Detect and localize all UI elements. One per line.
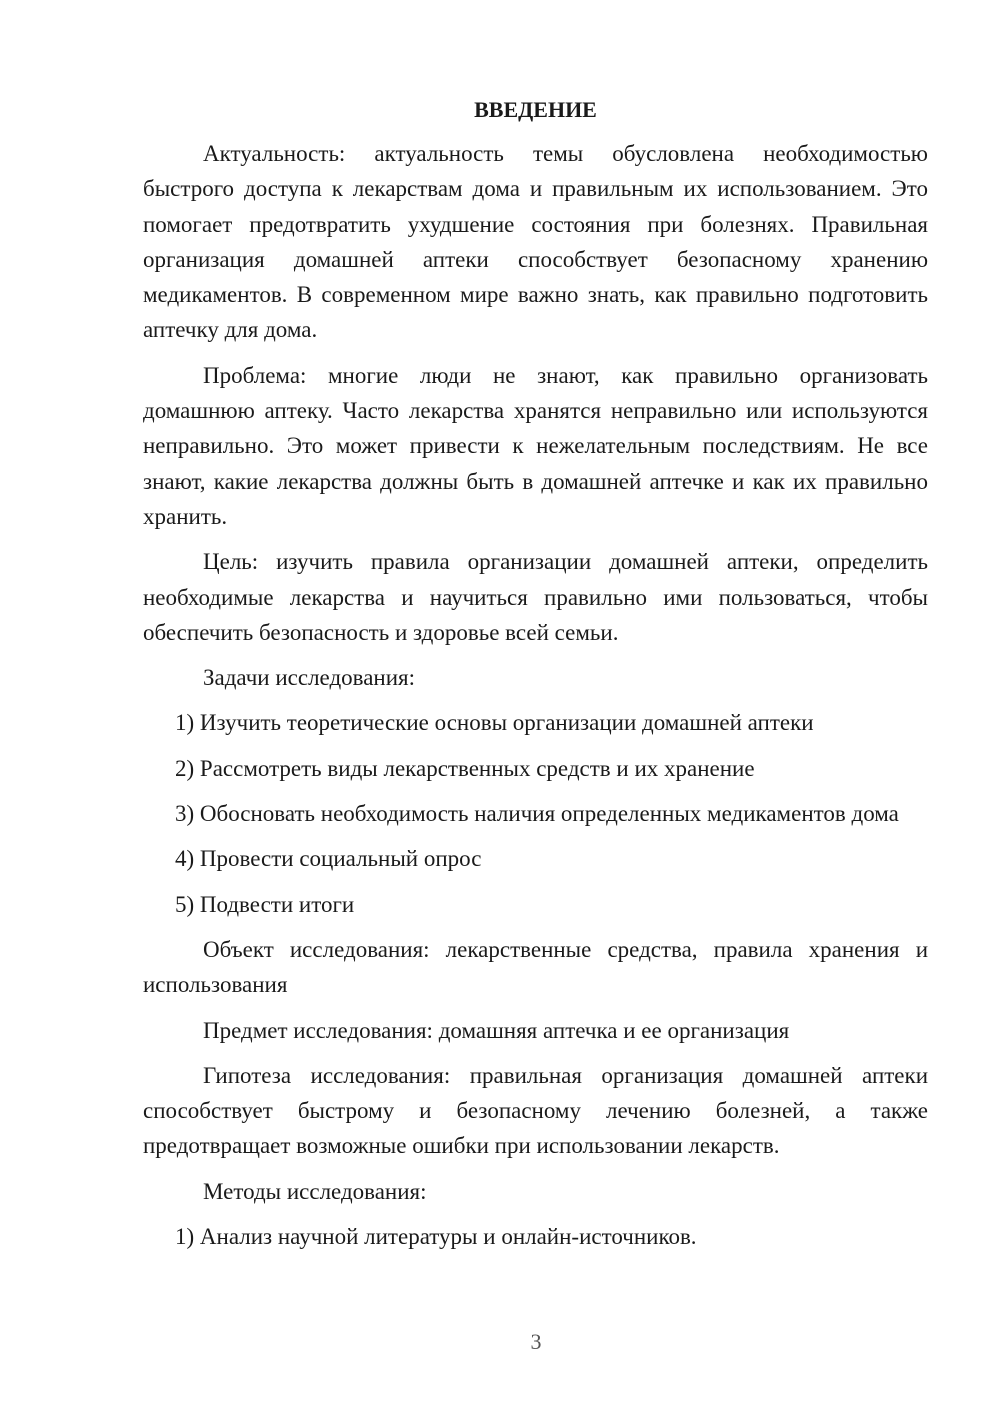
task-item: 2) Рассмотреть виды лекарственных средств и их хранение <box>175 755 755 781</box>
method-item: 1) Анализ научной литературы и онлайн-источников. <box>175 1224 697 1250</box>
task-item: 4) Провести социальный опрос <box>175 846 482 872</box>
research-object-paragraph: Объект исследования: лекарственные средства, правила хранения и использования <box>143 936 928 998</box>
task-item: 5) Подвести итоги <box>175 891 355 917</box>
problem-paragraph: Проблема: многие люди не знают, как правильно организовать домашнюю аптеку. Часто лекарства хранятся неправильно или используются неправильно. Это может привести к нежелательным последствиям. Не все знают, какие лекарства должны быть в домашней аптечке и как их правильно хранить. <box>143 362 928 529</box>
methods-heading: Методы исследования: <box>203 1178 427 1204</box>
hypothesis-paragraph: Гипотеза исследования: правильная организация домашней аптеки способствует быстрому и безопасному лечению болезней, а также предотвращает возможные ошибки при использовании лекарств. <box>143 1062 928 1159</box>
task-item: 1) Изучить теоретические основы организации домашней аптеки <box>175 710 814 736</box>
relevance-paragraph: Актуальность: актуальность темы обусловлена необходимостью быстрого доступа к лекарствам дома и правильным их использованием. Это помогает предотвратить ухудшение состояния при болезнях. Правильная организация домашней аптеки способствует безопасному хранению медикаментов. В современном мире важно знать, как правильно подготовить аптечку для дома. <box>143 141 928 343</box>
tasks-heading: Задачи исследования: <box>203 665 416 691</box>
research-subject-paragraph: Предмет исследования: домашняя аптечка и ее организация <box>203 1017 790 1043</box>
task-item: 3) Обосновать необходимость наличия определенных медикаментов дома <box>175 801 899 827</box>
document-page <box>143 92 928 1264</box>
section-title: ВВЕДЕНИЕ <box>474 97 597 122</box>
goal-paragraph: Цель: изучить правила организации домашней аптеки, определить необходимые лекарства и научиться правильно ими пользоваться, чтобы обеспечить безопасность и здоровье всей семьи. <box>143 549 928 645</box>
page-number: 3 <box>530 1329 542 1354</box>
